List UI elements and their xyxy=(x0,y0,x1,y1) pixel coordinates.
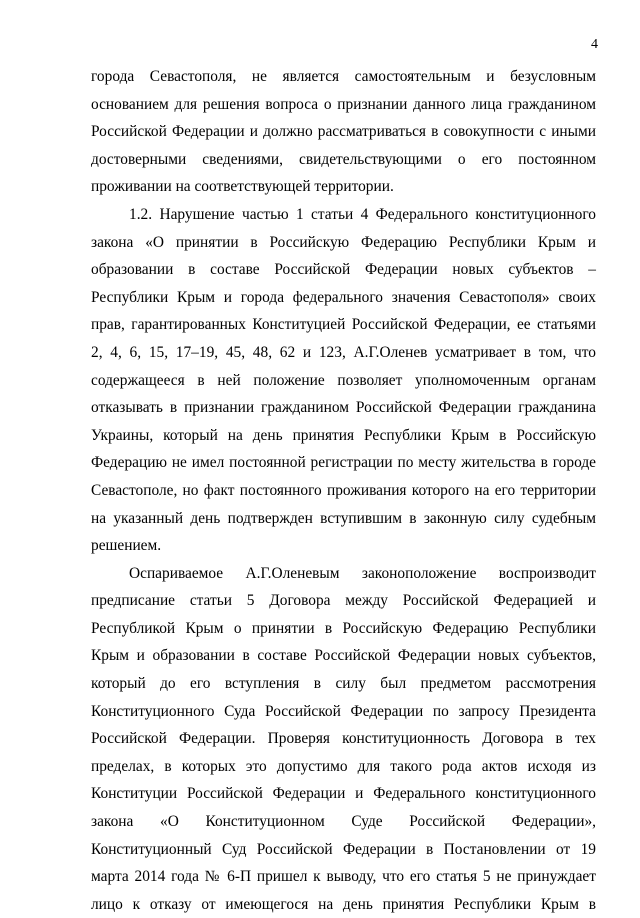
text-line: лицо к отказу от имеющегося на день принятия Республики Крым в xyxy=(91,895,596,913)
text-line: содержащееся в ней положение позволяет уполномоченным органам xyxy=(91,371,596,389)
text-line: марта 2014 года № 6-П пришел к выводу, что его статья 5 не принуждает xyxy=(91,868,596,886)
text-line: Крым и образовании в составе Российской Федерации новых субъектов, xyxy=(91,647,596,665)
text-line: пределах, в которых это допустимо для такого рода актов исходя из xyxy=(91,757,596,775)
text-line: Российской Федерации и должно рассматриваться в совокупности с иными xyxy=(91,123,596,141)
text-line: 2, 4, 6, 15, 17–19, 45, 48, 62 и 123, А.Г.Оленев усматривает в том, что xyxy=(91,343,596,361)
text-line: прав, гарантированных Конституцией Российской Федерации, ее статьями xyxy=(91,316,596,334)
text-line: основанием для решения вопроса о признании данного лица гражданином xyxy=(91,95,596,113)
text-line: Республикой Крым о принятии в Российскую Федерацию Республики xyxy=(91,619,596,637)
text-line: образовании в составе Российской Федерации новых субъектов – xyxy=(91,261,596,279)
text-line: отказывать в признании гражданином Российской Федерации гражданина xyxy=(91,399,596,417)
text-line: Украины, который на день принятия Республики Крым в Российскую xyxy=(91,426,596,444)
text-line: города Севастополя, не является самостоятельным и безусловным xyxy=(91,68,596,85)
text-line: закона «О Конституционном Суде Российской Федерации», xyxy=(91,813,596,831)
text-line: который до его вступления в силу был предметом рассмотрения xyxy=(91,675,596,693)
text-line: Оспариваемое А.Г.Оленевым законоположение воспроизводит xyxy=(129,564,596,582)
text-line: Конституции Российской Федерации и Федерального конституционного xyxy=(91,785,596,803)
text-line: решением. xyxy=(91,537,162,555)
text-line: Российской Федерации. Проверяя конституционность Договора в тех xyxy=(91,730,596,748)
text-line: Конституционного Суда Российской Федерации по запросу Президента xyxy=(91,702,596,720)
text-line: Севастополе, но факт постоянного проживания которого на его территории xyxy=(91,481,596,499)
text-line: 1.2. Нарушение частью 1 статьи 4 Федерального конституционного xyxy=(129,205,596,223)
text-line: на указанный день подтвержден вступившим в законную силу судебным xyxy=(91,509,596,527)
text-line: проживании на соответствующей территории. xyxy=(91,178,394,196)
page-number: 4 xyxy=(591,37,598,52)
text-line: достоверными сведениями, свидетельствующими о его постоянном xyxy=(91,150,596,168)
document-body xyxy=(91,63,596,918)
text-line: Конституционный Суд Российской Федерации в Постановлении от 19 xyxy=(91,840,596,858)
text-line: закона «О принятии в Российскую Федерацию Республики Крым и xyxy=(91,233,596,251)
text-line: Республики Крым и города федерального значения Севастополя» своих xyxy=(91,288,596,306)
text-line: Федерацию не имел постоянной регистрации по месту жительства в городе xyxy=(91,454,596,472)
text-line: предписание статьи 5 Договора между Российской Федерацией и xyxy=(91,592,596,610)
